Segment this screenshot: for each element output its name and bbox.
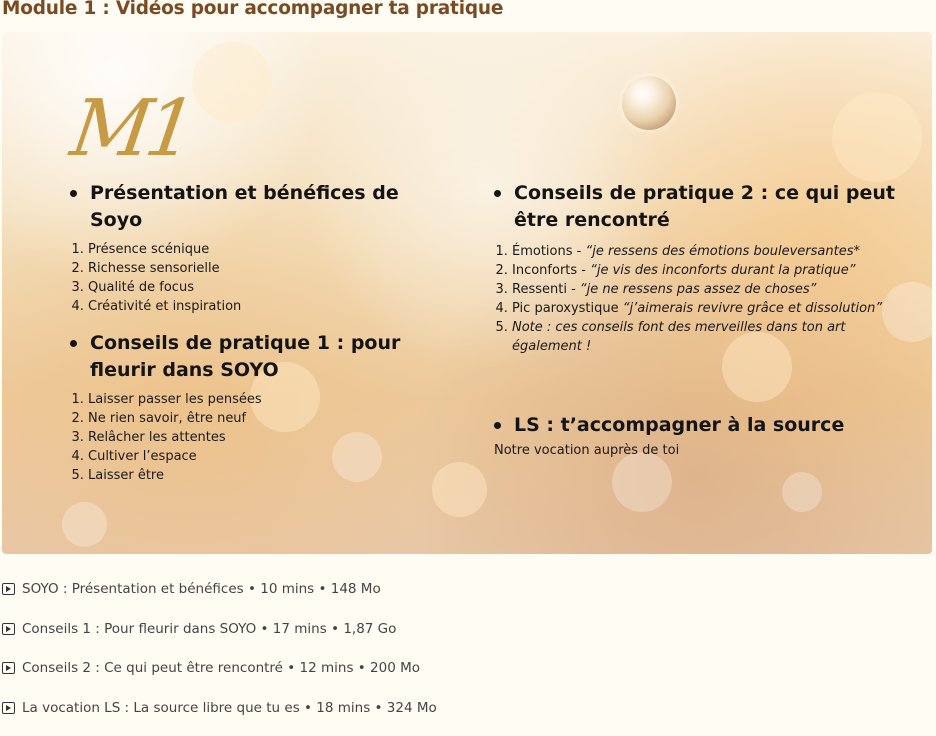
module-banner-image <box>2 32 932 554</box>
section-conseils-2 <box>492 180 912 356</box>
module-logo: M1 <box>65 84 196 174</box>
video-label[interactable]: La vocation LS : La source libre que tu es • 18 mins • 324 Mo <box>22 699 437 716</box>
video-item[interactable] <box>2 578 437 600</box>
section-subtitle: Notre vocation auprès de toi <box>494 443 680 458</box>
list-item: 5. Laisser être <box>88 466 458 485</box>
section-list <box>68 390 458 485</box>
list-item: 1. Laisser passer les pensées <box>88 390 458 409</box>
list-item: 4. Cultiver l’espace <box>88 447 458 466</box>
play-icon <box>2 702 15 714</box>
video-label[interactable]: Conseils 2 : Ce qui peut être rencontré • 12 mins • 200 Mo <box>22 660 421 676</box>
list-item: 2. Ne rien savoir, être neuf <box>88 409 458 428</box>
bubble-sphere-icon <box>622 76 676 130</box>
list-item: 3. Relâcher les attentes <box>88 428 458 447</box>
section-presentation <box>68 180 448 316</box>
module-title: Module 1 : Vidéos pour accompagner ta pratique <box>2 0 504 19</box>
section-ls <box>492 412 912 458</box>
list-item: 1. Présence scénique <box>88 240 448 259</box>
play-icon <box>2 662 15 674</box>
list-item: 4. Pic paroxystique “j’aimerais revivre grâce et dissolution” <box>512 299 912 318</box>
section-heading: Conseils de pratique 1 : pour fleurir dans SOYO <box>68 330 458 384</box>
video-list <box>2 578 437 736</box>
section-heading: Conseils de pratique 2 : ce qui peut être rencontré <box>492 180 912 234</box>
list-item: 3. Ressenti - “je ne ressens pas assez de choses” <box>512 280 912 299</box>
play-icon <box>2 623 15 635</box>
video-label[interactable]: SOYO : Présentation et bénéfices • 10 mins • 148 Mo <box>22 581 381 597</box>
list-item: 2. Richesse sensorielle <box>88 259 448 278</box>
list-item: 4. Créativité et inspiration <box>88 297 448 316</box>
video-label[interactable]: Conseils 1 : Pour fleurir dans SOYO • 17 mins • 1,87 Go <box>22 620 397 637</box>
video-item[interactable] <box>2 697 437 719</box>
play-icon <box>2 583 15 595</box>
video-item[interactable] <box>2 657 437 679</box>
list-item: 2. Inconforts - “je vis des inconforts durant la pratique” <box>512 261 912 280</box>
section-list <box>492 242 912 356</box>
video-item[interactable] <box>2 618 437 640</box>
section-heading: Présentation et bénéfices de Soyo <box>68 180 448 234</box>
list-item: 5. Note : ces conseils font des merveilles dans ton art également ! <box>512 318 912 356</box>
section-heading: LS : t’accompagner à la source <box>492 412 912 439</box>
section-conseils-1 <box>68 330 458 485</box>
list-item: 1. Émotions - “je ressens des émotions bouleversantes* <box>512 242 912 261</box>
list-item: 3. Qualité de focus <box>88 278 448 297</box>
section-list <box>68 240 448 316</box>
